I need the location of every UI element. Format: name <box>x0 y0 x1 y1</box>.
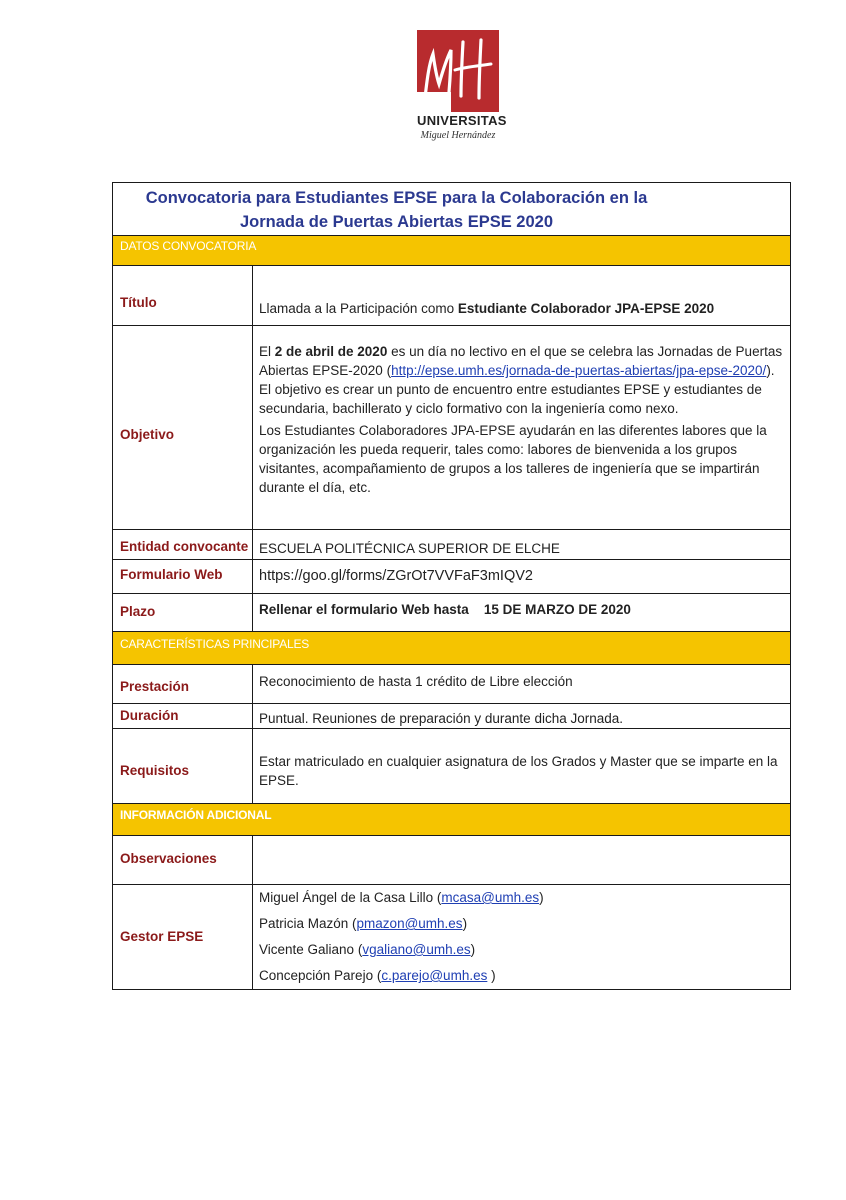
label-gestor: Gestor EPSE <box>120 929 204 944</box>
column-divider <box>252 836 253 989</box>
label-prestacion: Prestación <box>120 679 190 694</box>
titulo-bold: Estudiante Colaborador JPA-EPSE 2020 <box>457 301 715 316</box>
section-label: CARACTERÍSTICAS PRINCIPALES <box>120 637 310 651</box>
value-entidad: ESCUELA POLITÉCNICA SUPERIOR DE ELCHE <box>259 541 560 556</box>
objetivo-text: es un día no lectivo en el que se celebra las Jornadas de Puertas Abiertas EPSE-2020 ( <box>259 344 783 378</box>
label-objetivo: Objetivo <box>120 427 175 442</box>
value-plazo: Rellenar el formulario Web hasta 15 DE MARZO DE 2020 <box>259 602 631 617</box>
row-divider <box>113 325 790 326</box>
contact-email[interactable]: c.parejo@umh.es <box>381 968 488 983</box>
value-gestor <box>259 885 544 989</box>
value-requisitos: Estar matriculado en cualquier asignatura de los Grados y Master que se imparte en la EPSE. <box>259 754 778 788</box>
label-entidad: Entidad convocante <box>120 539 249 554</box>
section-band-caracteristicas <box>113 631 790 665</box>
objetivo-text: El <box>259 344 275 359</box>
row-divider <box>113 703 790 704</box>
contact-name: Patricia Mazón ( <box>259 916 357 931</box>
label-requisitos: Requisitos <box>120 763 190 778</box>
objetivo-date: 2 de abril de 2020 <box>274 344 388 359</box>
label-titulo: Título <box>120 295 157 310</box>
value-titulo <box>259 299 714 318</box>
contact-item <box>259 937 544 963</box>
row-divider <box>113 728 790 729</box>
value-prestacion: Reconocimiento de hasta 1 crédito de Libre elección <box>259 674 573 689</box>
logo-subtitle: Miguel Hernández <box>420 130 496 141</box>
logo-name: UNIVERSITAS <box>417 113 507 128</box>
value-objetivo <box>259 342 784 497</box>
contact-name: Concepción Parejo ( <box>259 968 382 983</box>
value-formulario[interactable]: https://goo.gl/forms/ZGrOt7VVFaF3mIQV2 <box>259 568 533 584</box>
row-divider <box>113 559 790 560</box>
contact-email[interactable]: vgaliano@umh.es <box>362 942 471 957</box>
label-plazo: Plazo <box>120 604 156 619</box>
row-divider <box>113 593 790 594</box>
section-band-datos <box>113 235 790 266</box>
contact-email[interactable]: pmazon@umh.es <box>356 916 463 931</box>
university-logo <box>417 30 507 141</box>
objetivo-paragraph-1 <box>259 342 784 418</box>
document-title-line2: Jornada de Puertas Abiertas EPSE 2020 <box>239 213 554 231</box>
contact-close: ) <box>462 916 468 931</box>
label-observaciones: Observaciones <box>120 851 217 866</box>
document-title-line1: Convocatoria para Estudiantes EPSE para la Colaboración en la <box>145 189 648 207</box>
column-divider <box>252 665 253 803</box>
row-divider <box>113 529 790 530</box>
label-duracion: Duración <box>120 708 179 723</box>
contact-item <box>259 885 544 911</box>
contact-name: Vicente Galiano ( <box>259 942 363 957</box>
contact-name: Miguel Ángel de la Casa Lillo ( <box>259 890 442 905</box>
contact-close: ) <box>487 968 496 983</box>
contact-item <box>259 963 544 989</box>
objetivo-link[interactable]: http://epse.umh.es/jornada-de-puertas-abiertas/jpa-epse-2020/ <box>391 363 767 378</box>
call-table <box>112 182 791 990</box>
label-formulario: Formulario Web <box>120 567 223 582</box>
value-duracion: Puntual. Reuniones de preparación y durante dicha Jornada. <box>259 711 623 726</box>
section-label: INFORMACIÓN ADICIONAL <box>120 808 272 822</box>
titulo-text: Llamada a la Participación como <box>259 301 458 316</box>
umh-logo-mark <box>417 30 499 112</box>
section-band-informacion <box>113 803 790 836</box>
contact-close: ) <box>539 890 544 905</box>
objetivo-paragraph-2: Los Estudiantes Colaboradores JPA-EPSE ayudarán en las diferentes labores que la organización les pueda requerir, tales como: labores de bienvenida a los grupos visitantes, acompañamiento de grupos a los talleres de ingeniería que se impartirán durante el día, etc. <box>259 423 767 495</box>
contact-email[interactable]: mcasa@umh.es <box>441 890 540 905</box>
contact-item <box>259 911 544 937</box>
contact-close: ) <box>470 942 476 957</box>
section-label: DATOS CONVOCATORIA <box>120 239 257 253</box>
column-divider <box>252 266 253 631</box>
objetivo-text: ). El objetivo es crear un punto de encuentro entre estudiantes EPSE y estudiantes de secundaria, bachillerato y ciclo formativo con la ingeniería como nexo. <box>259 363 775 416</box>
